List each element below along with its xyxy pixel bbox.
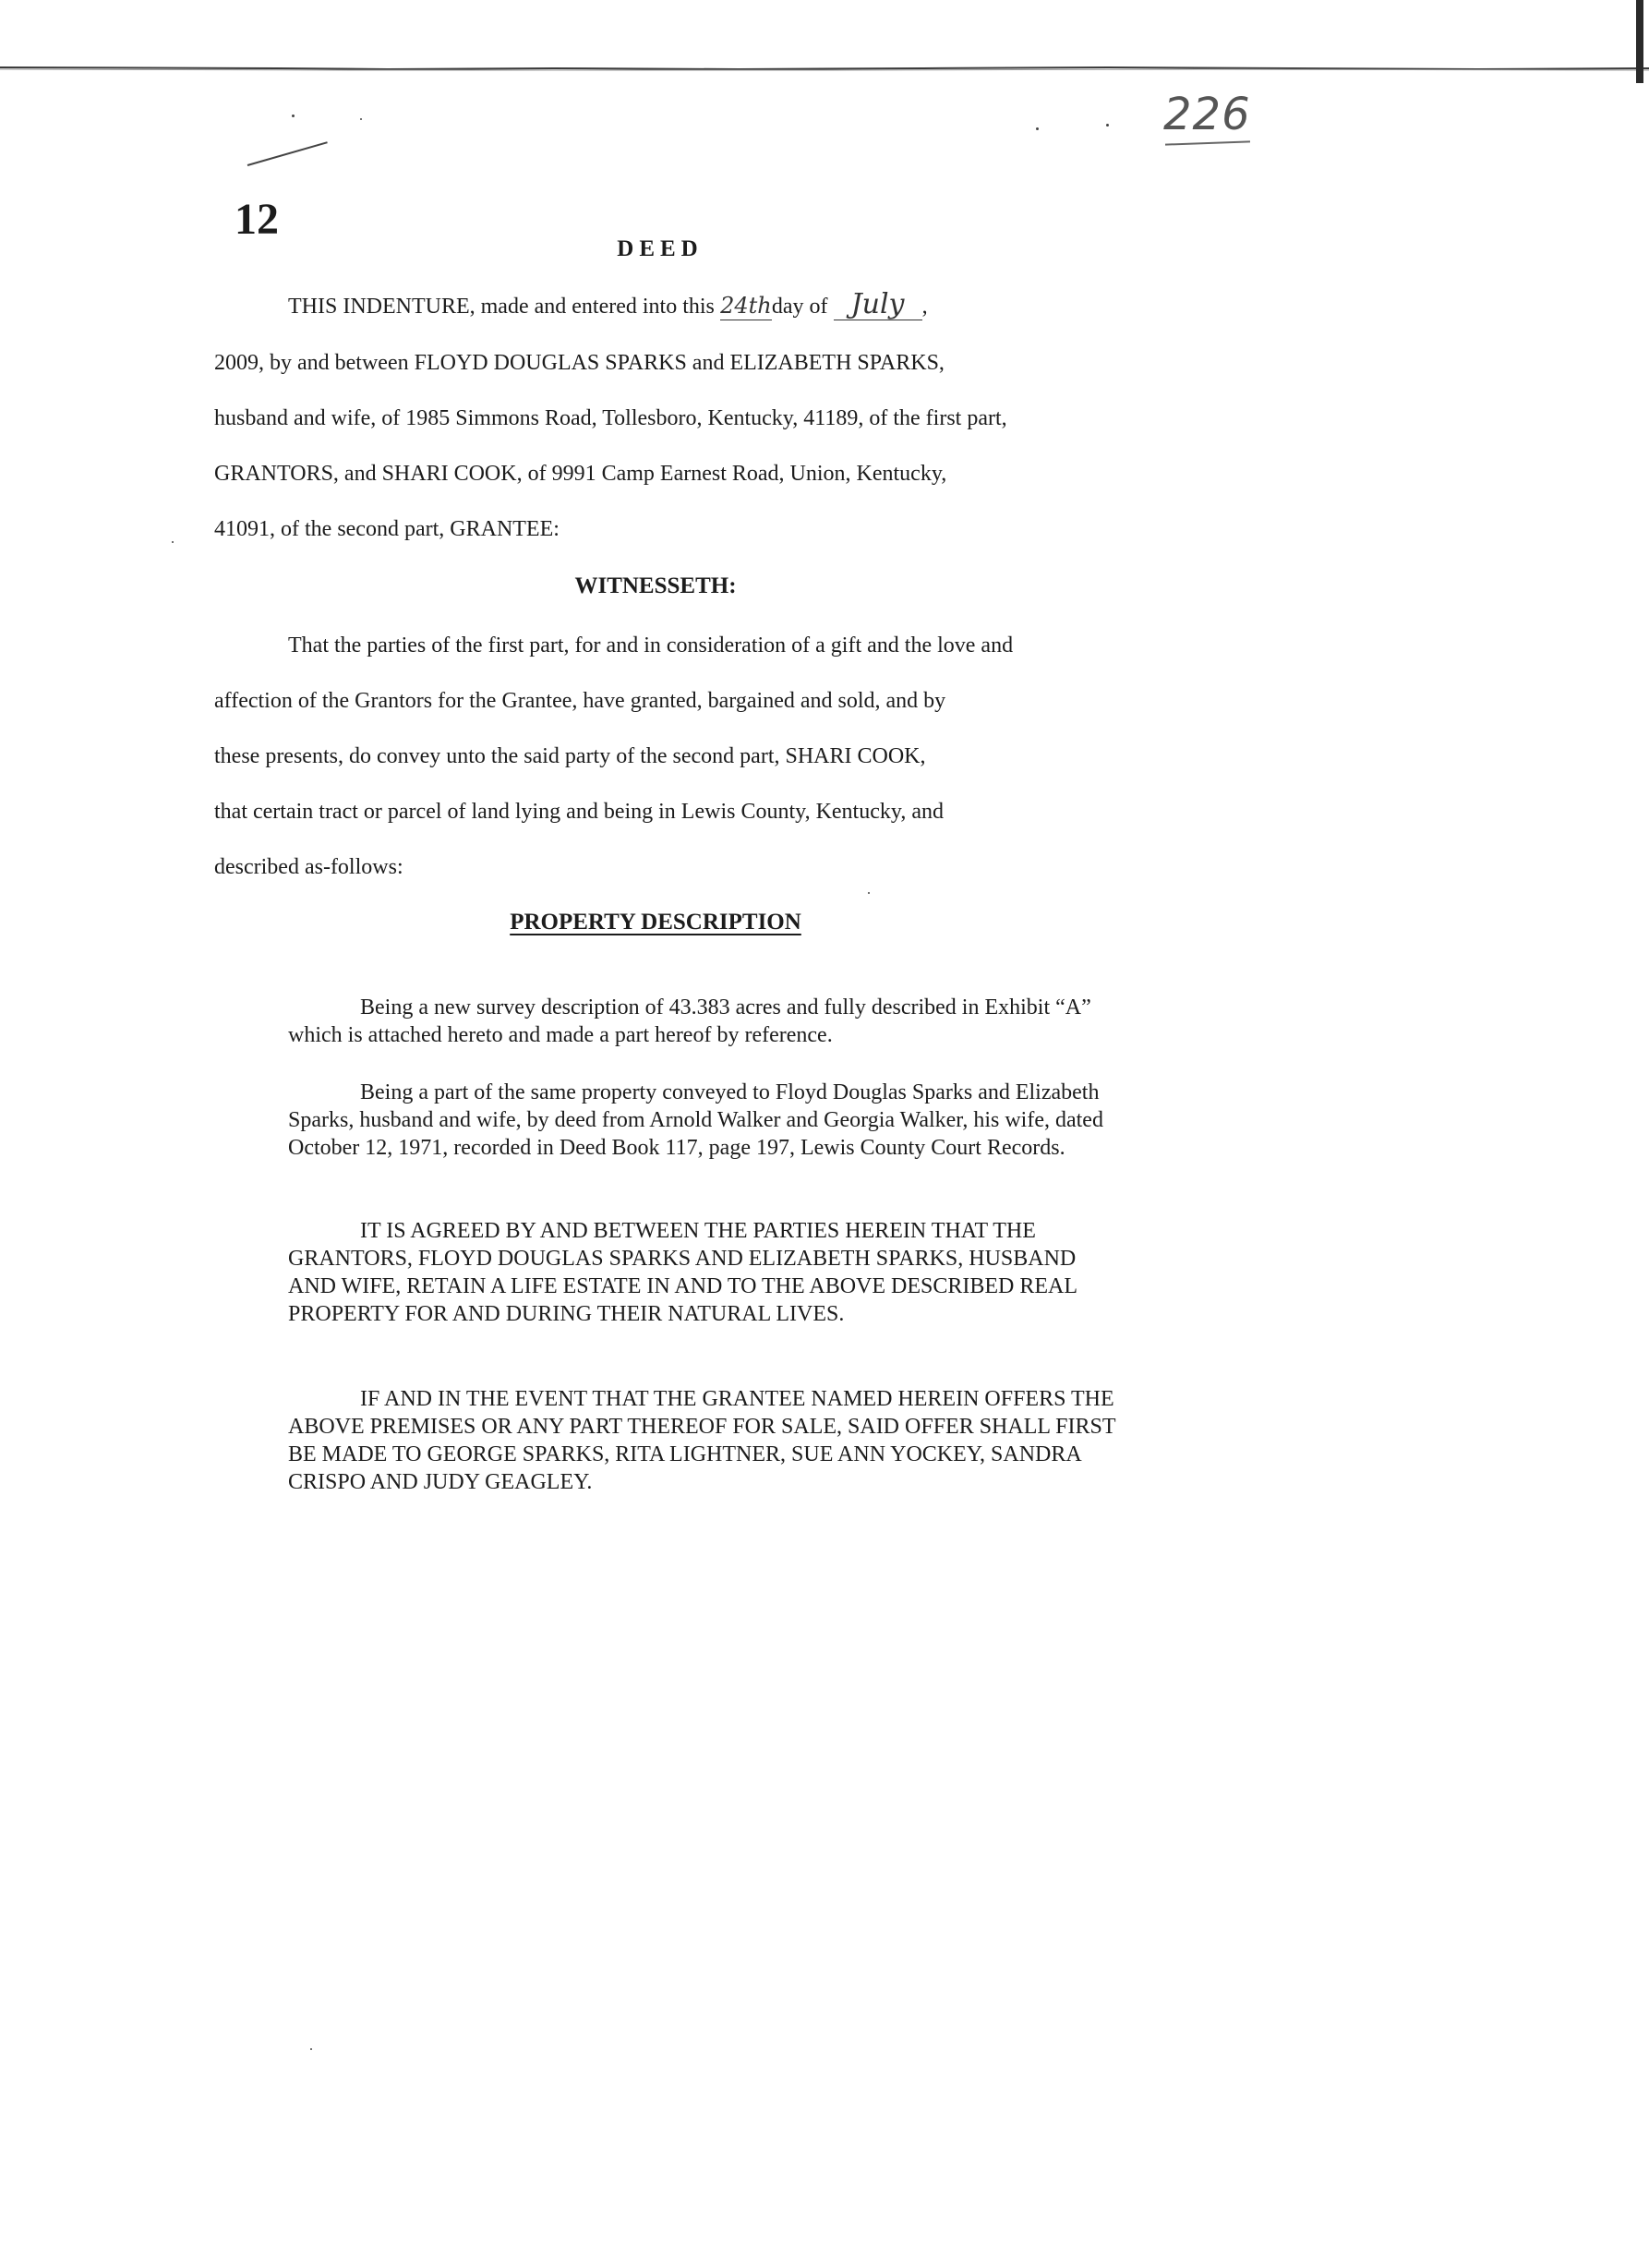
opening-comma: , (921, 295, 928, 319)
witnesseth-line-5: described as-follows: (214, 855, 403, 879)
handwritten-page-number: 226 (1163, 89, 1251, 140)
property-description-body-2 (288, 1079, 1119, 1162)
property-paragraph-4: IF AND IN THE EVENT THAT THE GRANTEE NAMED HEREIN OFFERS THE ABOVE PREMISES OR ANY PART THEREOF FOR SALE, SAID OFFER SHALL FIRST BE MADE TO GEORGE SPARKS, RITA LIGHTNER, SUE ANN YOCKEY, SANDRA CRISPO AND JUDY GEAGLEY. (288, 1387, 1116, 1494)
scan-top-edge (0, 65, 1649, 72)
handwritten-month: July (850, 288, 905, 320)
opening-line-3: husband and wife, of 1985 Simmons Road, Tollesboro, Kentucky, 41189, of the first part, (214, 406, 1007, 430)
witnesseth-line-4: that certain tract or parcel of land lying and being in Lewis County, Kentucky, and (214, 800, 944, 824)
opening-line-5: 41091, of the second part, GRANTEE: (214, 517, 560, 541)
witnesseth-line-2: affection of the Grantors for the Grantee, have granted, bargained and sold, and by (214, 689, 946, 713)
pen-stroke-mark (247, 141, 328, 166)
property-paragraph-2: Being a part of the same property conveyed to Floyd Douglas Sparks and Elizabeth Sparks, husband and wife, by deed from Arnold Walker and Georgia Walker, his wife, dated October 12, 1971, recorded in Deed Book 117, page 197, Lewis County Court Records. (288, 1080, 1103, 1160)
property-paragraph-1: Being a new survey description of 43.383 acres and fully described in Exhibit “A” which is attached hereto and made a part hereof by reference. (288, 995, 1091, 1047)
scan-speck (868, 892, 870, 894)
property-description-body (288, 994, 1119, 1049)
scan-speck (1106, 124, 1109, 127)
scan-speck (360, 118, 362, 120)
witnesseth-line-3: these presents, do convey unto the said party of the second part, SHARI COOK, (214, 744, 926, 768)
scan-speck (172, 541, 174, 543)
page-number-underline (1165, 140, 1250, 145)
document-title: DEED (617, 236, 704, 261)
opening-line-2: 2009, by and between FLOYD DOUGLAS SPARKS and ELIZABETH SPARKS, (214, 351, 945, 375)
property-description-body-4 (288, 1385, 1119, 1496)
opening-prefix: THIS INDENTURE, made and entered into this (288, 295, 715, 319)
property-description-body-3 (288, 1217, 1119, 1328)
month-blank (834, 288, 922, 320)
opening-line-4: GRANTORS, and SHARI COOK, of 9991 Camp Earnest Road, Union, Kentucky, (214, 462, 947, 486)
scan-speck (1036, 127, 1039, 130)
scan-right-edge (1636, 0, 1643, 83)
property-description-heading: PROPERTY DESCRIPTION (510, 910, 801, 935)
opening-line-1 (288, 288, 928, 320)
witnesseth-heading: WITNESSETH: (574, 573, 737, 598)
witnesseth-line-1: That the parties of the first part, for and in consideration of a gift and the love and (288, 633, 1014, 657)
document-number: 12 (235, 195, 279, 244)
property-paragraph-3: IT IS AGREED BY AND BETWEEN THE PARTIES HEREIN THAT THE GRANTORS, FLOYD DOUGLAS SPARKS AND ELIZABETH SPARKS, HUSBAND AND WIFE, RETAIN A LIFE ESTATE IN AND TO THE ABOVE DESCRIBED REAL PROPERTY FOR AND DURING THEIR NATURAL LIVES. (288, 1219, 1077, 1326)
handwritten-day: 24th (720, 293, 772, 319)
day-blank (720, 293, 772, 320)
scan-speck (310, 2048, 312, 2050)
scan-speck (292, 115, 295, 117)
day-suffix: day of (771, 295, 828, 319)
